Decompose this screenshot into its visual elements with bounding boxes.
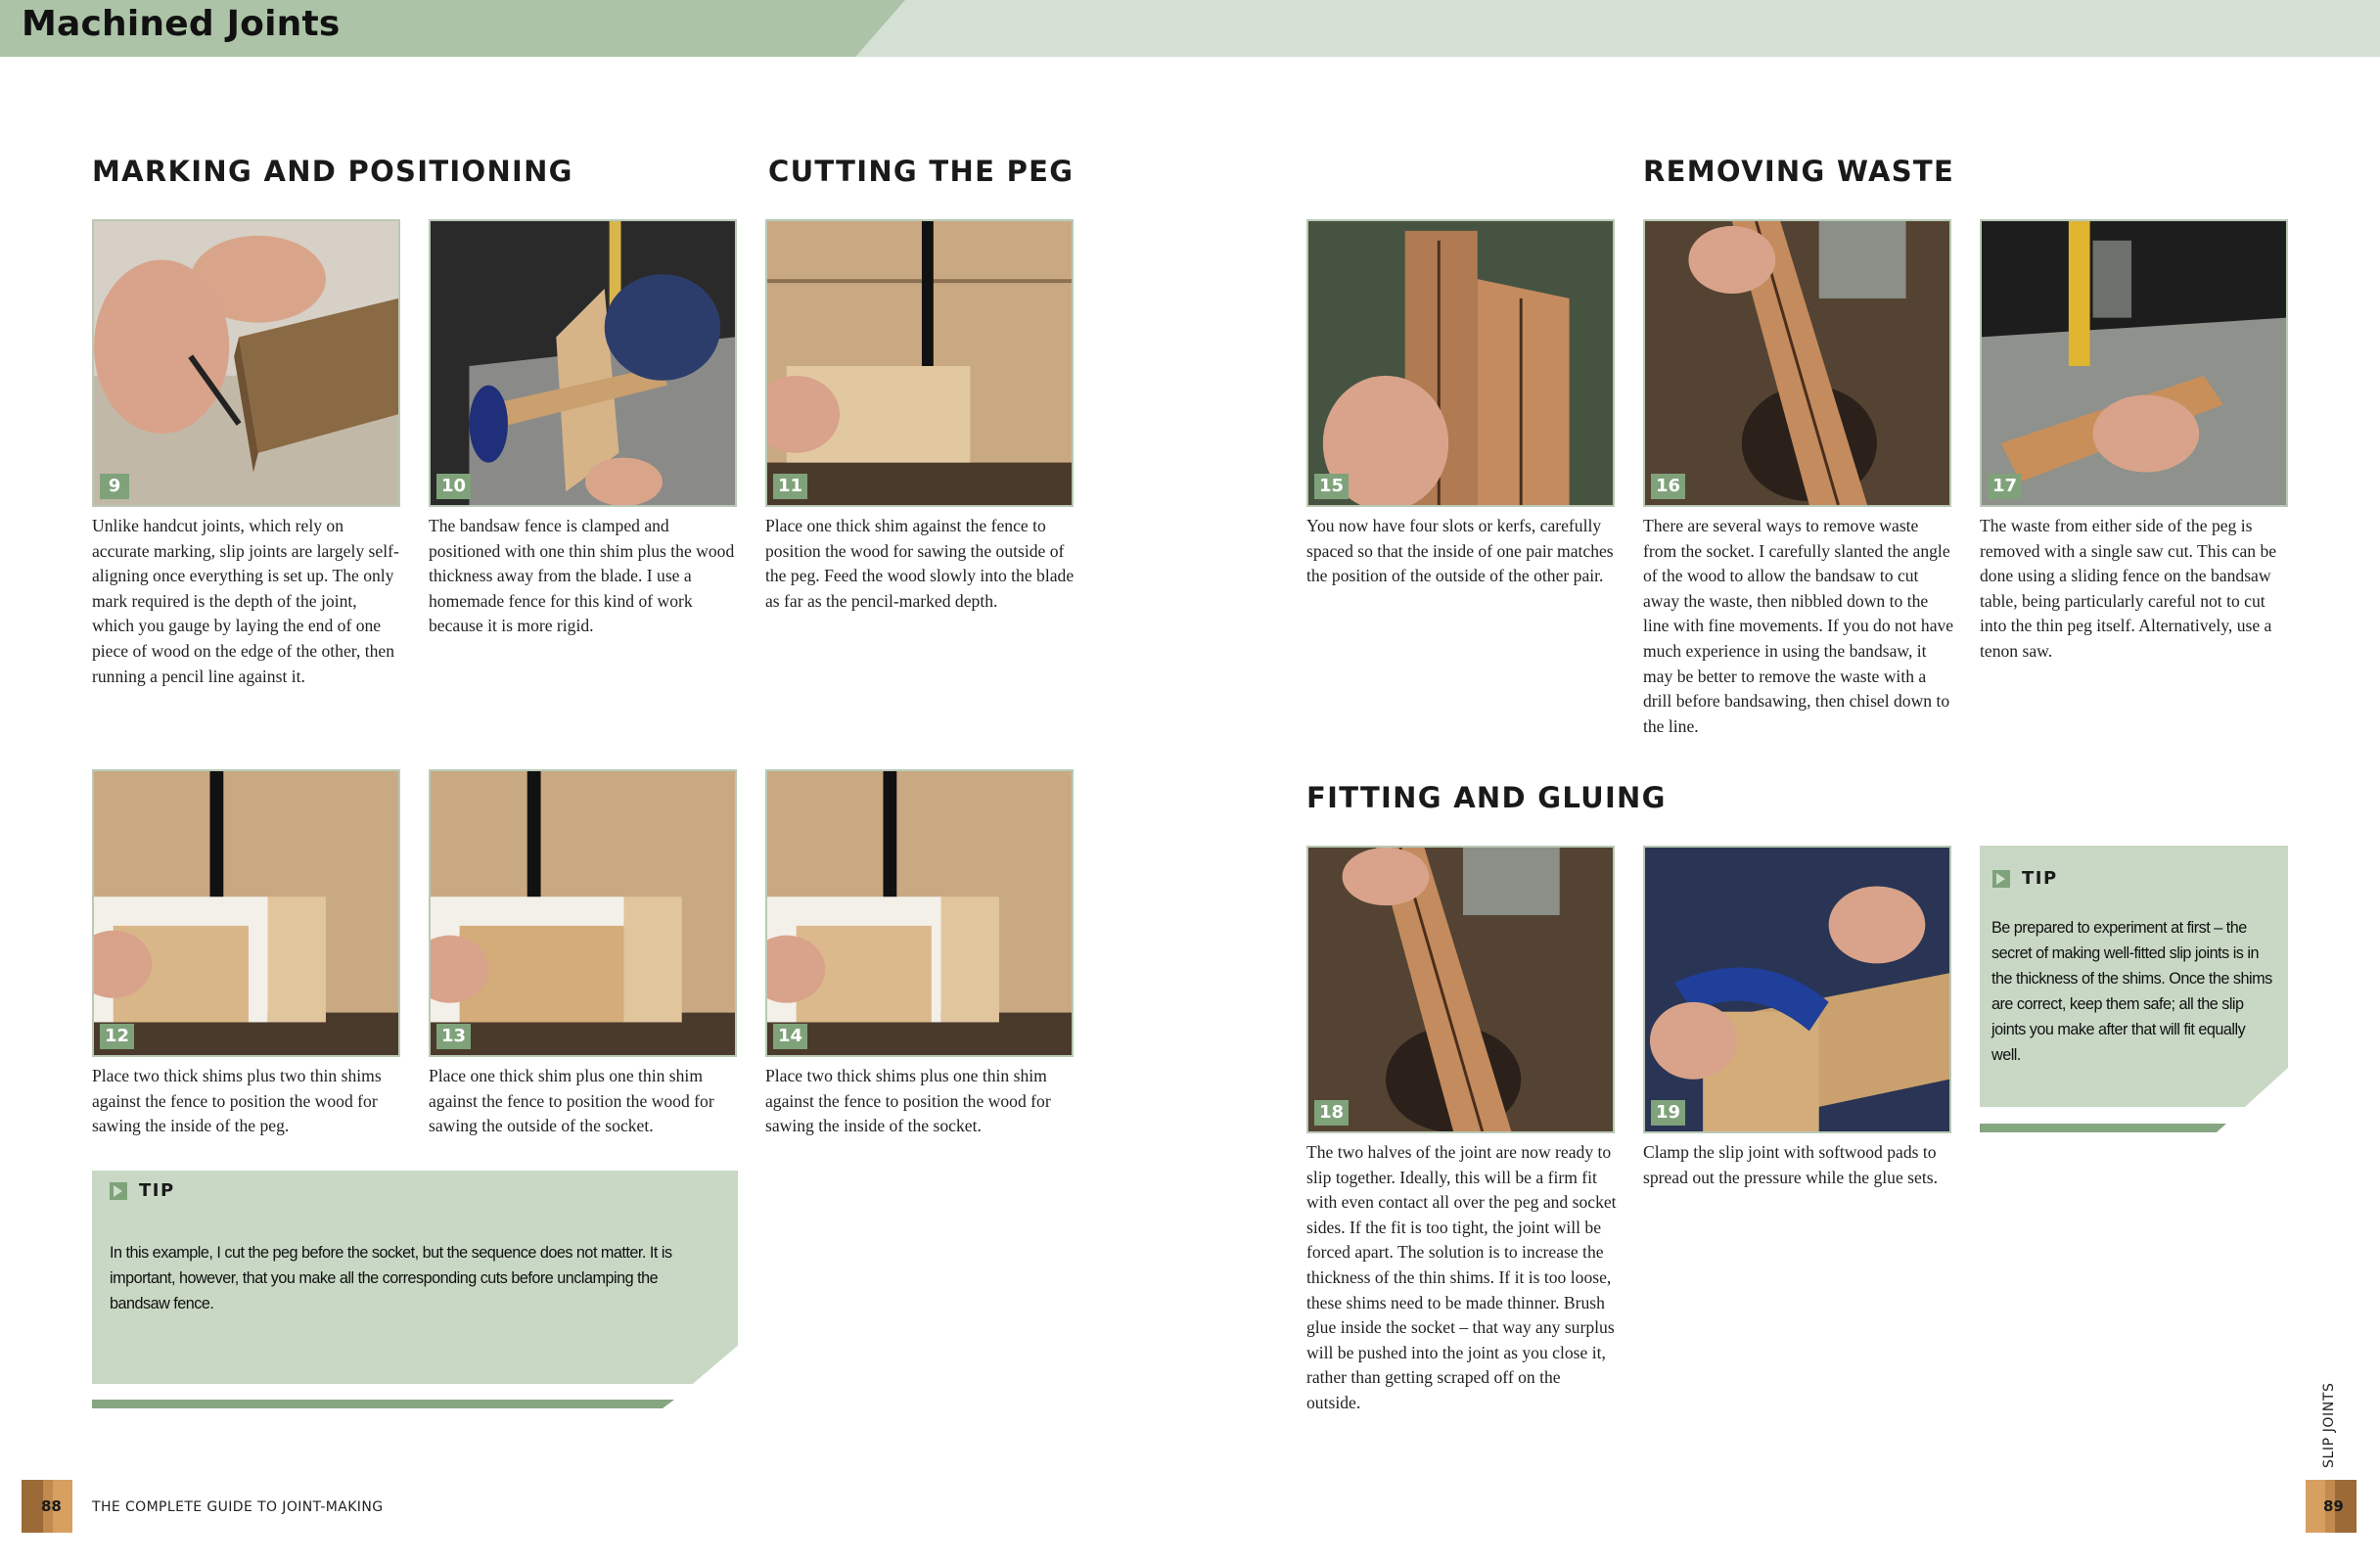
tip-label: TIP	[139, 1180, 175, 1201]
step-number-badge: 13	[436, 1024, 471, 1049]
step-number-badge: 9	[100, 474, 129, 499]
step-14-photo	[765, 769, 1074, 1057]
step-16-caption: There are several ways to remove waste from the socket. I carefully slanted the angle of the wood to allow the bandsaw to cut away the waste, then nibbled down to the line with fine movements. If you do not have much experience in using the bandsaw, it may be better to remove the waste with a drill before bandsawing, then chisel down to the line.	[1643, 516, 1954, 736]
step-15-photo	[1306, 219, 1615, 507]
step-15-caption: You now have four slots or kerfs, carefully spaced so that the inside of one pair matches the position of the outside of the other pair.	[1306, 516, 1614, 586]
tip-underline	[92, 1400, 674, 1408]
step-number-badge: 14	[773, 1024, 807, 1049]
tip-arrow-icon	[1992, 870, 2010, 888]
chapter-label: SLIP JOINTS	[2321, 1382, 2337, 1468]
tip-arrow-icon	[110, 1182, 127, 1200]
step-number-badge: 18	[1314, 1100, 1349, 1126]
page-number-left: 88	[41, 1497, 62, 1515]
step-19-caption: Clamp the slip joint with softwood pads to spread out the pressure while the glue sets.	[1643, 1142, 1938, 1187]
step-number-badge: 19	[1651, 1100, 1685, 1126]
tip-label: TIP	[2022, 868, 2058, 889]
step-9-photo	[92, 219, 400, 507]
page-number-right: 89	[2323, 1497, 2344, 1515]
heading-marking-and-positioning: MARKING AND POSITIONING	[92, 155, 573, 188]
book-title: THE COMPLETE GUIDE TO JOINT-MAKING	[92, 1499, 384, 1515]
step-11-caption: Place one thick shim against the fence to position the wood for sawing the outside of the peg. Feed the wood slowly into the blade as far as the pencil-marked depth.	[765, 516, 1075, 611]
tip-text: Be prepared to experiment at first – the secret of making well-fitted slip joints is in the thickness of the shims. Once the shims are correct, keep them safe; all the slip joints you make after that will fit equally well.	[1991, 919, 2272, 1064]
step-14-caption: Place two thick shims plus one thin shim against the fence to position the wood for sawing the inside of the socket.	[765, 1066, 1051, 1136]
step-number-badge: 16	[1651, 474, 1685, 499]
step-11-photo	[765, 219, 1074, 507]
step-10-caption: The bandsaw fence is clamped and positioned with one thin shim plus the wood thickness away from the blade. I use a homemade fence for this kind of work because it is more rigid.	[429, 516, 735, 636]
heading-removing-waste: REMOVING WASTE	[1643, 155, 1955, 188]
step-13-caption: Place one thick shim plus one thin shim against the fence to position the wood for sawing the outside of the socket.	[429, 1066, 714, 1136]
step-12-caption: Place two thick shims plus two thin shims against the fence to position the wood for sawing the inside of the peg.	[92, 1066, 382, 1136]
step-12-photo	[92, 769, 400, 1057]
tip-text: In this example, I cut the peg before the socket, but the sequence does not matter. It is important, however, that you make all the corresponding cuts before unclamping the bandsaw fence.	[110, 1244, 672, 1312]
heading-cutting-the-peg: CUTTING THE PEG	[768, 155, 1075, 188]
page-title: Machined Joints	[22, 4, 341, 44]
step-number-badge: 11	[773, 474, 807, 499]
step-19-photo	[1643, 846, 1951, 1133]
tip-underline	[1980, 1124, 2226, 1132]
step-number-badge: 15	[1314, 474, 1349, 499]
step-10-photo	[429, 219, 737, 507]
heading-fitting-and-gluing: FITTING AND GLUING	[1306, 781, 1667, 814]
step-18-photo	[1306, 846, 1615, 1133]
step-17-photo	[1980, 219, 2288, 507]
tip-header	[110, 1180, 175, 1201]
step-9-caption: Unlike handcut joints, which rely on accurate marking, slip joints are largely self-aligning once everything is set up. The only mark required is the depth of the joint, which you gauge by laying the end of one piece of wood on the edge of the other, then running a pencil line against it.	[92, 516, 399, 686]
step-number-badge: 12	[100, 1024, 134, 1049]
step-number-badge: 17	[1988, 474, 2022, 499]
step-18-caption: The two halves of the joint are now ready to slip together. Ideally, this will be a firm fit with even contact all over the peg and socket sides. If the fit is too tight, the joint will be forced apart. The solution is to increase the thickness of the thin shims. If it is too loose, these shims need to be made thinner. Brush glue inside the socket – that way any surplus will be pushed into the joint as you close it, rather than getting scraped off on the outside.	[1306, 1142, 1617, 1412]
step-13-photo	[429, 769, 737, 1057]
tip-header	[1992, 868, 2058, 889]
step-number-badge: 10	[436, 474, 471, 499]
step-16-photo	[1643, 219, 1951, 507]
step-17-caption: The waste from either side of the peg is removed with a single saw cut. This can be done using a sliding fence on the bandsaw table, being particularly careful not to cut into the thin peg itself. Alternatively, use a tenon saw.	[1980, 516, 2277, 661]
